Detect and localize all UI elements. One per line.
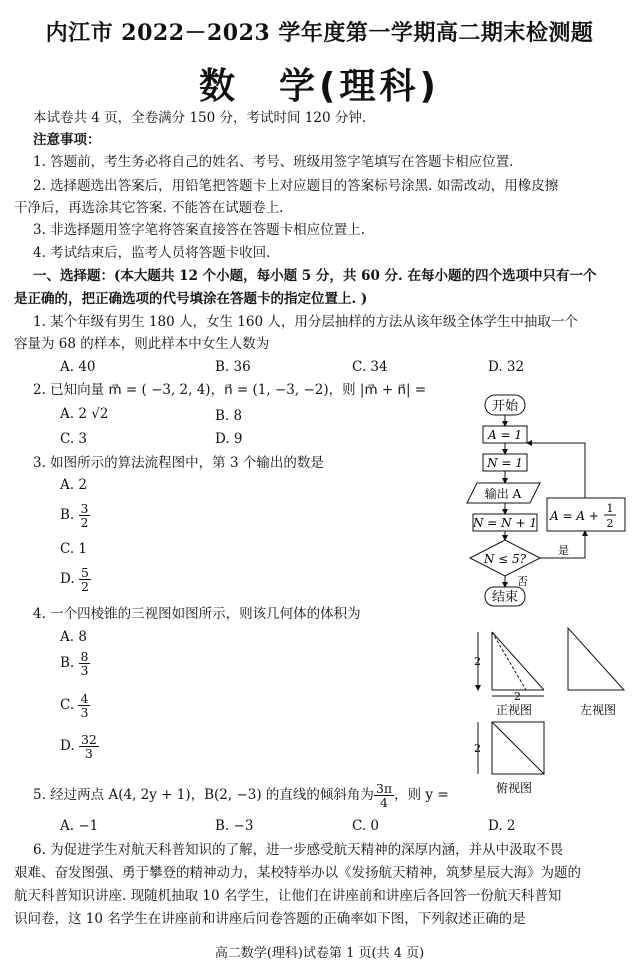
top-view-height-dim: 2: [474, 742, 481, 755]
q3-option-d-fraction: [79, 566, 91, 593]
q1-option-d: D. 32: [488, 359, 525, 375]
q2-option-c: C. 3: [60, 431, 88, 447]
flow-condition-text: N ≤ 5?: [483, 552, 527, 566]
three-view-diagram: [462, 620, 632, 800]
q3-option-c: C. 1: [60, 541, 88, 557]
side-view: [568, 628, 624, 717]
q3-option-b-fraction: [79, 502, 91, 529]
exam-title: 内江市 2022－2023 学年度第一学期高二期末检测题: [45, 20, 594, 46]
flow-update-num: 1: [606, 502, 614, 515]
q4-option-d-fraction: [79, 733, 99, 760]
q4-option-c-label: C.: [60, 697, 75, 713]
fraction-denominator: 3: [84, 746, 93, 761]
q6-stem-4: 识问卷，这 10 名学生在讲座前和讲座后问卷答题的正确率如下图，下列叙述正确的是: [14, 911, 526, 927]
q4-option-d: [60, 733, 99, 760]
q4-option-b: [60, 650, 90, 677]
q6-stem-2: 艰难、奋发图强、勇于攀登的精神动力，某校特举办以《发扬航天精神，筑梦星辰大海》为题的: [14, 865, 581, 881]
flow-init-a-text: A = 1: [488, 428, 522, 442]
flow-yes-label: 是: [558, 544, 569, 557]
q5-option-a: A. −1: [60, 818, 99, 834]
q3-option-a: A. 2: [60, 477, 87, 493]
q4-stem: 4. 一个四棱锥的三视图如图所示，则该几何体的体积为: [33, 606, 361, 622]
q2-option-a-radical: √2: [91, 406, 109, 422]
flow-end-text: 结束: [491, 590, 519, 605]
q2-option-d: D. 9: [215, 431, 243, 447]
q1-option-b: B. 36: [215, 359, 251, 375]
q4-option-a: A. 8: [60, 629, 87, 645]
q5-option-b: B. −3: [215, 818, 254, 834]
flow-update-den: 2: [606, 517, 614, 530]
q3-option-d-label: D.: [60, 571, 75, 587]
section1-heading: 一、选择题：(本大题共 12 个小题，每小题 5 分，共 60 分. 在每小题的四个选项中只有一个: [33, 268, 597, 284]
q2-option-a-prefix: A. 2: [60, 406, 87, 422]
q1-option-c: C. 34: [352, 359, 388, 375]
subject-title: 数 学(理科): [199, 66, 440, 107]
q3-option-b: [60, 502, 90, 529]
flow-no-label: 否: [517, 575, 528, 588]
q5-stem: [33, 782, 449, 809]
front-view: [474, 632, 544, 717]
q2-option-a: [60, 406, 108, 422]
q4-option-d-label: D.: [60, 738, 75, 754]
front-view-label: 正视图: [496, 703, 533, 717]
fraction-numerator: 5: [80, 565, 89, 580]
flow-output-text: 输出 A: [484, 487, 522, 501]
q3-option-d: [60, 566, 91, 593]
intro-text: 本试卷共 4 页，全卷满分 150 分，考试时间 120 分钟.: [33, 110, 367, 126]
fraction-denominator: 4: [380, 795, 388, 810]
notice-4: 4. 考试结束后，监考人员将答题卡收回.: [33, 245, 271, 261]
q5-stem-suffix: ，则 y =: [394, 787, 449, 803]
notice-heading: 注意事项：: [33, 132, 101, 148]
notice-2: 2. 选择题选出答案后，用铅笔把答题卡上对应题目的答案标号涂黑. 如需改动，用橡皮擦: [33, 178, 559, 194]
fraction-numerator: 3π: [375, 781, 393, 796]
notice-2-cont: 干净后，再选涂其它答案. 不能答在试题卷上.: [14, 200, 284, 216]
notice-1: 1. 答题前，考生务必将自己的姓名、考号、班级用签字笔填写在答题卡相应位置.: [33, 154, 514, 170]
q2-stem: 2. 已知向量 m⃗ = ( −3, 2, 4)，n⃗ = (1, −3, −2)，则 |m⃗ + n⃗| =: [33, 382, 427, 398]
fraction-numerator: 3: [80, 501, 89, 516]
top-view-label: 俯视图: [496, 781, 533, 795]
top-view: [474, 722, 544, 795]
side-view-label: 左视图: [580, 703, 617, 717]
flow-update-text: A = A +: [550, 509, 599, 523]
q2-option-b: B. 8: [215, 408, 243, 424]
q4-option-b-fraction: [79, 650, 91, 677]
flow-init-n-text: N = 1: [487, 456, 523, 470]
front-view-width-dim: 2: [514, 690, 521, 703]
q6-stem-1: 6. 为促进学生对航天科普知识的了解，进一步感受航天精神的深厚内涵，并从中汲取不畏: [33, 842, 564, 858]
q1-option-a: A. 40: [60, 359, 96, 375]
q4-option-c: [60, 692, 90, 719]
section1-heading-cont: 是正确的，把正确选项的代号填涂在答题卡的指定位置上. ): [14, 291, 368, 307]
flow-increment-text: N = N + 1: [472, 516, 538, 530]
front-view-height-dim: 2: [474, 655, 481, 668]
q1-stem: 1. 某个年级有男生 180 人，女生 160 人，用分层抽样的方法从该年级全体学生中抽取一个: [33, 314, 578, 330]
fraction-numerator: 8: [80, 649, 89, 664]
q5-option-d: D. 2: [488, 818, 516, 834]
q5-stem-prefix: 5. 经过两点 A(4, 2y + 1)，B(2, −3) 的直线的倾斜角为: [33, 787, 374, 803]
fraction-numerator: 4: [80, 691, 89, 706]
q4-option-b-label: B.: [60, 655, 75, 671]
q3-option-b-label: B.: [60, 507, 75, 523]
fraction-denominator: 3: [80, 663, 89, 678]
fraction-denominator: 2: [80, 579, 89, 594]
q5-angle-fraction: [374, 782, 394, 809]
q5-option-c: C. 0: [352, 818, 380, 834]
algorithm-flowchart: [455, 388, 630, 610]
q4-option-c-fraction: [78, 692, 90, 719]
q3-stem: 3. 如图所示的算法流程图中，第 3 个输出的数是: [33, 455, 324, 471]
page-footer: 高二数学(理科)试卷第 1 页(共 4 页): [214, 946, 425, 961]
fraction-denominator: 2: [80, 515, 89, 530]
q6-stem-3: 航天科普知识讲座. 现随机抽取 10 名学生，让他们在讲座前和讲座后各回答一份航天科普知: [14, 888, 562, 904]
q1-stem-cont: 容量为 68 的样本，则此样本中女生人数为: [14, 336, 270, 352]
flow-start-text: 开始: [491, 399, 519, 414]
fraction-denominator: 3: [80, 705, 89, 720]
fraction-numerator: 32: [80, 732, 97, 747]
notice-3: 3. 非选择题用签字笔将答案直接答在答题卡相应位置上.: [33, 222, 365, 238]
